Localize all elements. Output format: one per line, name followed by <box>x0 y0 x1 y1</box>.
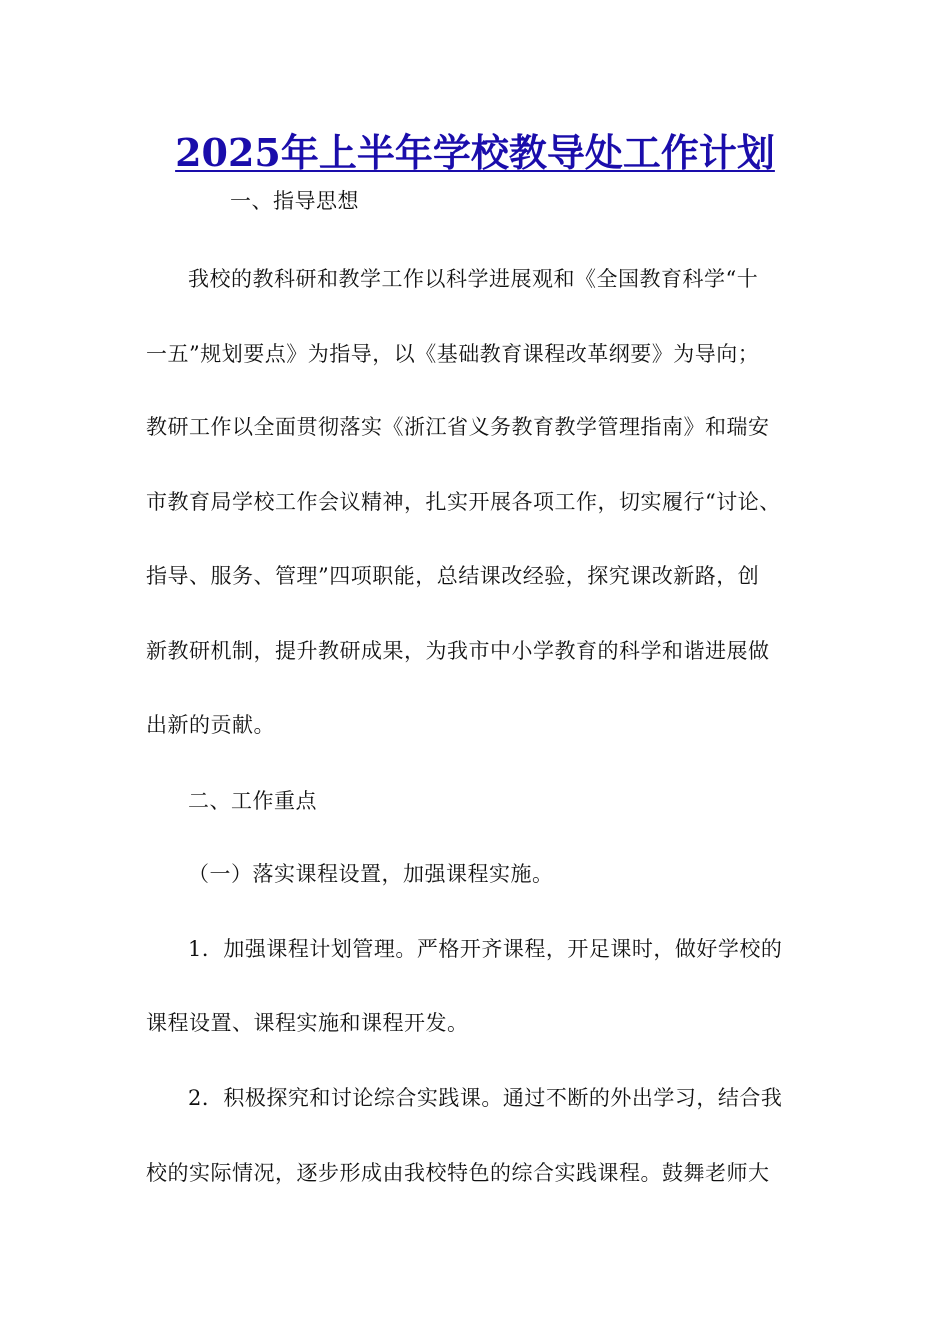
paragraph-line: 一五”规划要点》为指导，以《基础教育课程改革纲要》为导向； <box>146 342 760 366</box>
paragraph-line: 出新的贡献。 <box>146 713 275 737</box>
paragraph-line: 课程设置、课程实施和课程开发。 <box>146 1011 469 1035</box>
paragraph-line: 教研工作以全面贯彻落实《浙江省义务教育教学管理指南》和瑞安 <box>146 415 770 439</box>
paragraph-line: 校的实际情况，逐步形成由我校特色的综合实践课程。鼓舞老师大 <box>146 1161 770 1185</box>
paragraph-line: 我校的教科研和教学工作以科学进展观和《全国教育科学“十 <box>188 267 759 291</box>
heading-work-focus: 二、工作重点 <box>188 789 317 813</box>
paragraph-line: 指导、服务、管理”四项职能，总结课改经验，探究课改新路，创 <box>146 564 760 588</box>
subheading-curriculum: （一）落实课程设置，加强课程实施。 <box>188 862 554 886</box>
paragraph-line: 2．积极探究和讨论综合实践课。通过不断的外出学习，结合我 <box>188 1086 783 1110</box>
document-title: 2025年上半年学校教导处工作计划 <box>175 130 775 175</box>
paragraph-line: 1．加强课程计划管理。严格开齐课程，开足课时，做好学校的 <box>188 937 783 961</box>
paragraph-line: 新教研机制，提升教研成果，为我市中小学教育的科学和谐进展做 <box>146 639 770 663</box>
paragraph-line: 市教育局学校工作会议精神，扎实开展各项工作，切实履行“讨论、 <box>146 490 781 514</box>
heading-guiding-ideology: 一、指导思想 <box>230 189 359 213</box>
